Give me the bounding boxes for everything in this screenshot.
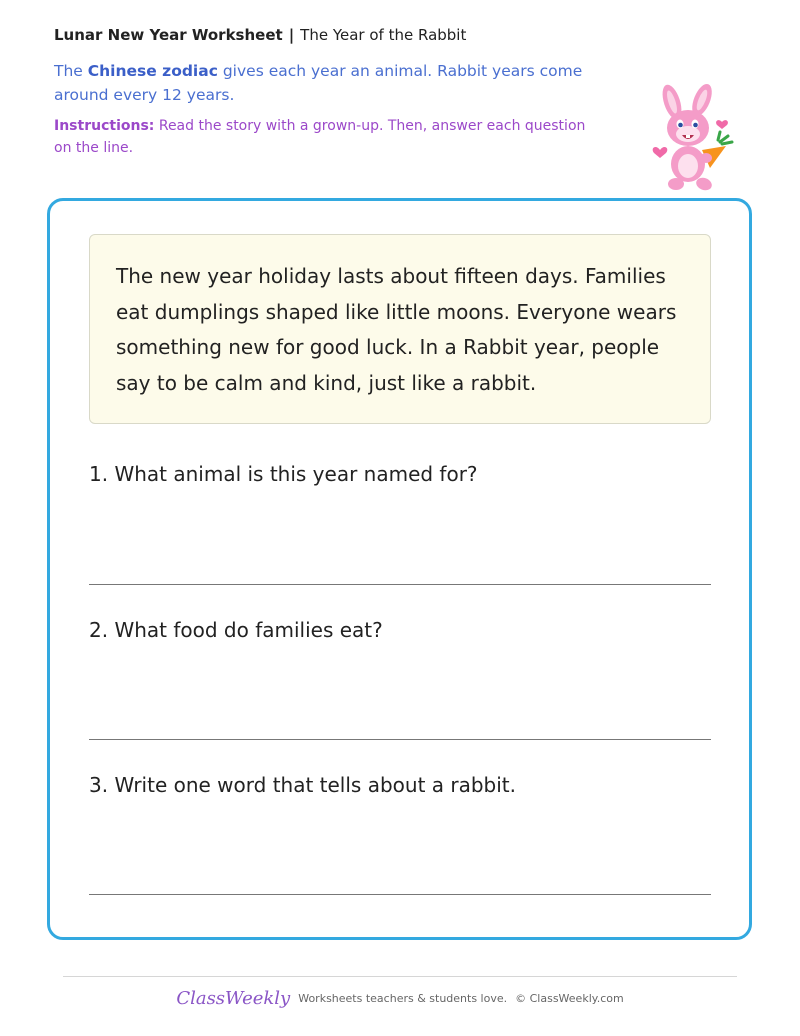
instructions-label: Instructions: [54,118,155,134]
footer-tagline: Worksheets teachers & students love. [298,992,508,1005]
intro-before: The [54,62,88,80]
story-box: The new year holiday lasts about fifteen days. Families eat dumplings shaped like little moons. Everyone wears something new for good luck. In a Rabbit year, people say to be calm and kind, just like a rabbit. [89,234,711,424]
footer-copyright: © ClassWeekly.com [515,992,624,1005]
footer [0,988,800,1009]
question-2: 2. What food do families eat? [89,618,383,642]
worksheet-subtitle: The Year of the Rabbit [300,26,467,44]
question-3: 3. Write one word that tells about a rabbit. [89,773,517,797]
worksheet-title: Lunar New Year Worksheet [54,26,283,44]
instructions [54,115,594,159]
intro-after: gives each year an animal. Rabbit years come around every 12 years. [54,62,583,104]
question-1: 1. What animal is this year named for? [89,462,478,486]
footer-divider [63,976,737,977]
rabbit-icon [648,80,740,196]
answer-line-3[interactable] [89,894,711,895]
instructions-text: Read the story with a grown-up. Then, answer each question on the line. [54,118,586,156]
brand-logo: ClassWeekly [176,988,291,1009]
answer-line-1[interactable] [89,584,711,585]
intro-paragraph [54,59,594,107]
header-separator: | [288,26,295,44]
worksheet-header [54,26,466,44]
intro-highlight: Chinese zodiac [87,62,218,80]
answer-line-2[interactable] [89,739,711,740]
